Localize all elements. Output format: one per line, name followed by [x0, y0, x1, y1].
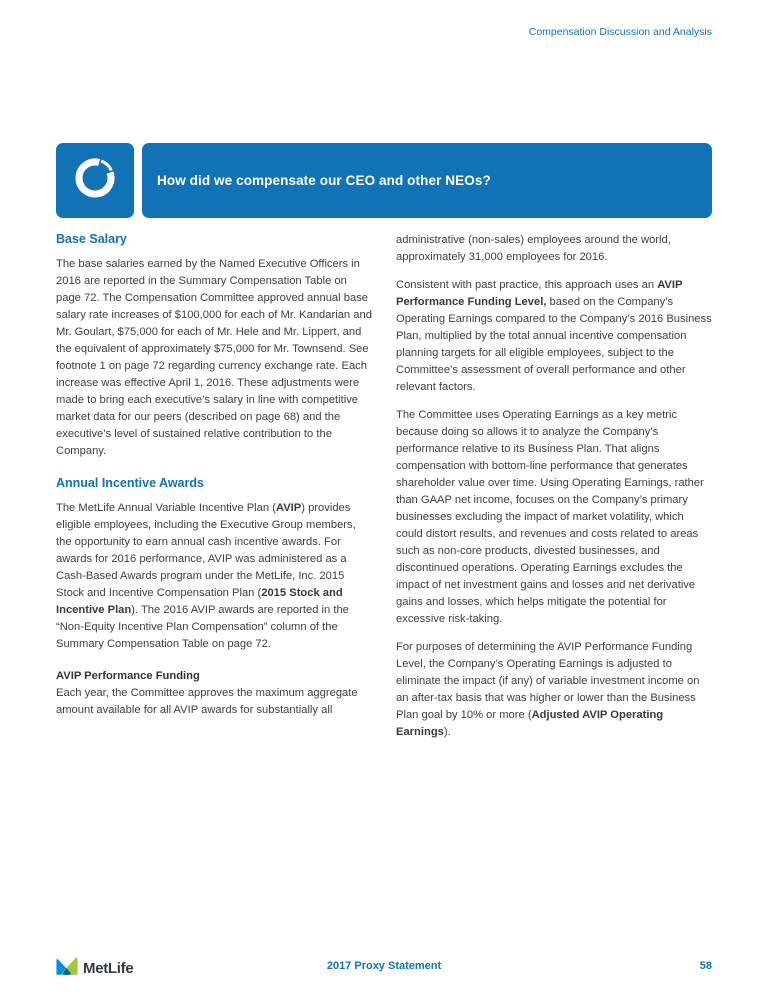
paragraph: Each year, the Committee approves the maximum aggregate amount available for all AVIP awards for substantially all	[56, 687, 358, 716]
breadcrumb: Compensation Discussion and Analysis	[528, 26, 712, 38]
section-banner	[56, 143, 712, 218]
banner-icon-box	[56, 143, 134, 218]
paragraph: administrative (non-sales) employees around the world, approximately 31,000 employees for 2016.	[396, 234, 671, 263]
sub-heading: AVIP Performance Funding	[56, 670, 200, 682]
paragraph: The MetLife Annual Variable Incentive Plan (AVIP) provides eligible employees, including the Executive Group members, the opportunity to earn annual cash incentive awards. For awards for 2016 performance, AVIP was administered as a Cash-Based Awards program under the MetLife, Inc. 2015 Stock and Incentive Compensation Plan (2015 Stock and Incentive Plan). The 2016 AVIP awards are reported in the “Non-Equity Incentive Plan Compensation” column of the Summary Compensation Table on page 72.	[56, 502, 356, 650]
section-heading: Base Salary	[56, 232, 127, 246]
paragraph: The base salaries earned by the Named Executive Officers in 2016 are reported in the Summary Compensation Table on page 72. The Compensation Committee approved annual base salary rate increases of $100,000 for each of Mr. Kandarian and Mr. Goulart, $75,000 for each of Mr. Hele and Mr. Lippert, and the equivalent of approximately $75,000 for Mr. Townsend. See footnote 1 on page 72 regarding currency exchange rate. Each increase was effective April 1, 2016. These adjustments were made to bring each executive’s salary in line with competitive market data for our peers (described on page 68) and the executive’s level of sustained relative contribution to the Company.	[56, 258, 372, 457]
paragraph: For purposes of determining the AVIP Performance Funding Level, the Company’s Operating Earnings is adjusted to eliminate the impact (if any) of variable investment income on an after-tax basis that was higher or lower than the Business Plan goal by 10% or more (Adjusted AVIP Operating Earnings).	[396, 641, 700, 738]
body-columns	[56, 232, 712, 752]
left-column	[56, 232, 372, 752]
paragraph: The Committee uses Operating Earnings as a key metric because doing so allows it to analyze the Company’s performance relative to its Business Plan. That aligns compensation with bottom-line performance that generates shareholder value over time. Using Operating Earnings, rather than GAAP net income, focuses on the Company’s primary businesses excluding the impact of market volatility, which could distort results, and revenues and costs related to areas such as non-core products, divested businesses, and discontinued operations. Operating Earnings excludes the impact of net investment gains and losses and net derivative gains and losses, which helps mitigate the potential for excessive risk-taking.	[396, 409, 704, 625]
right-column	[396, 232, 712, 752]
paragraph: Consistent with past practice, this approach uses an AVIP Performance Funding Level, based on the Company’s Operating Earnings compared to the Company’s 2016 Business Plan, multiplied by the total annual incentive compensation planning targets for all eligible employees, subject to the Committee’s assessment of overall performance and other relevant factors.	[396, 279, 712, 393]
banner	[142, 143, 712, 218]
footer-title: 2017 Proxy Statement	[326, 960, 442, 972]
page-footer	[56, 956, 712, 978]
page-number: 58	[699, 960, 712, 972]
ring-icon	[71, 154, 119, 207]
banner-title: How did we compensate our CEO and other NEOs?	[157, 173, 491, 188]
metlife-wordmark: MetLife	[83, 959, 134, 977]
section-heading: Annual Incentive Awards	[56, 476, 204, 490]
